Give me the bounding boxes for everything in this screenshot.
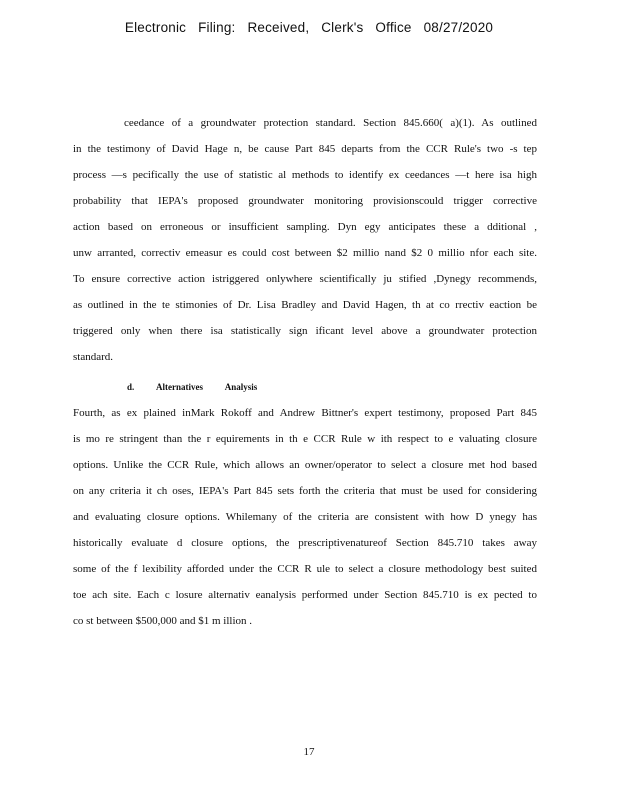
text-line: action based on erroneous or insufficient sampling. Dyn egy anticipates these a dditional , [73, 221, 537, 233]
text-line: as outlined in the te stimonies of Dr. Lisa Bradley and David Hagen, th at co rrectiv eaction be [73, 299, 537, 311]
filing-header: Electronic Filing: Received, Clerk's Office 08/27/2020 [124, 20, 494, 35]
section-heading: d. Alternatives Analysis [127, 382, 258, 392]
text-line: some of the f lexibility afforded under the CCR R ule to select a closure methodology best suited [73, 563, 537, 575]
text-line: unw arranted, correctiv emeasur es could cost between $2 millio nand $2 0 millio nfor each site. [73, 247, 537, 259]
text-line: ceedance of a groundwater protection standard. Section 845.660( a)(1). As outlined [124, 117, 537, 129]
text-line: To ensure corrective action istriggered onlywhere scientifically ju stified ,Dynegy recommends, [73, 273, 537, 285]
text-line: in the testimony of David Hage n, be cause Part 845 departs from the CCR Rule's two -s tep [73, 143, 537, 155]
paragraph-alternatives [73, 400, 537, 634]
text-line: and evaluating closure options. Whilemany of the criteria are consistent with how D ynegy has [73, 511, 537, 523]
text-line: process —s pecifically the use of statistic al methods to identify ex ceedances —t here isa high [73, 169, 537, 181]
paragraph-monitoring [73, 110, 537, 370]
text-line: probability that IEPA's proposed groundwater monitoring provisionscould trigger corrective [73, 195, 537, 207]
text-line: historically evaluate d closure options, the prescriptivenatureof Section 845.710 takes away [73, 537, 537, 549]
text-line: options. Unlike the CCR Rule, which allows an owner/operator to select a closure met hod based [73, 459, 537, 471]
text-line: triggered only when there isa statistically sign ificant level above a groundwater protection [73, 325, 537, 337]
text-line: Fourth, as ex plained inMark Rokoff and Andrew Bittner's expert testimony, proposed Part 845 [73, 407, 537, 419]
text-line: is mo re stringent than the r equirements in th e CCR Rule w ith respect to e valuating closure [73, 433, 537, 445]
text-line: toe ach site. Each c losure alternativ eanalysis performed under Section 845.710 is ex pected to [73, 589, 537, 601]
text-line: co st between $500,000 and $1 m illion . [73, 615, 253, 627]
text-line: standard. [73, 351, 114, 363]
page-number: 17 [303, 746, 315, 758]
text-line: on any criteria it ch oses, IEPA's Part 845 sets forth the criteria that must be used for considering [73, 485, 537, 497]
